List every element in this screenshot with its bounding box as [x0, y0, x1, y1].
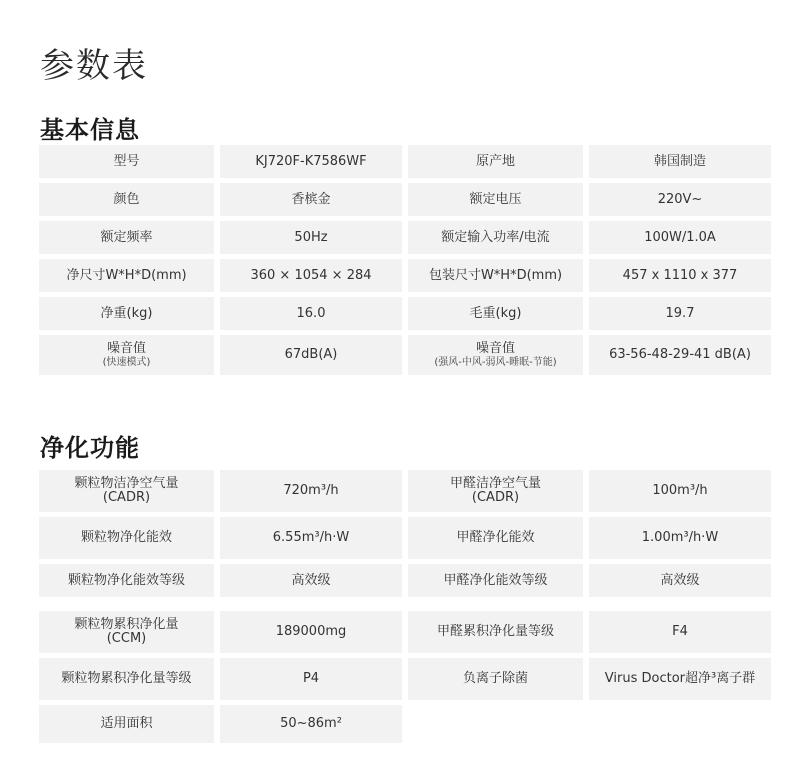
label-noise-fast: 噪音值 (快速模式)	[39, 335, 214, 375]
label-particle-ccm-grade: 颗粒物累积净化量等级	[39, 658, 214, 700]
value-formaldehyde-efficiency: 1.00m³/h·W	[589, 517, 771, 559]
value-noise-modes: 63-56-48-29-41 dB(A)	[589, 335, 771, 375]
label-anion-sterilization: 负离子除菌	[408, 658, 583, 700]
basic-info-table	[39, 145, 771, 368]
label-rated-power: 额定输入功率/电流	[408, 221, 583, 254]
page-title: 参数表	[40, 46, 148, 86]
value-particle-ccm: 189000mg	[220, 611, 402, 653]
value-gross-weight: 19.7	[589, 297, 771, 330]
value-model: KJ720F-K7586WF	[220, 145, 402, 178]
value-formaldehyde-ccm-grade: F4	[589, 611, 771, 653]
label-color: 颜色	[39, 183, 214, 216]
value-origin: 韩国制造	[589, 145, 771, 178]
value-net-size: 360 × 1054 × 284	[220, 259, 402, 292]
label-formaldehyde-cadr: 甲醛洁净空气量 (CADR)	[408, 470, 583, 512]
value-noise-fast: 67dB(A)	[220, 335, 402, 375]
value-rated-voltage: 220V~	[589, 183, 771, 216]
value-anion-sterilization: Virus Doctor超净³离子群	[589, 658, 771, 700]
label-particle-cadr: 颗粒物洁净空气量 (CADR)	[39, 470, 214, 512]
value-formaldehyde-cadr: 100m³/h	[589, 470, 771, 512]
value-particle-ccm-grade: P4	[220, 658, 402, 700]
value-applicable-area: 50~86m²	[220, 705, 402, 743]
label-rated-voltage: 额定电压	[408, 183, 583, 216]
label-particle-efficiency-grade: 颗粒物净化能效等级	[39, 564, 214, 597]
section-title-purify: 净化功能	[40, 434, 140, 462]
label-noise-modes: 噪音值 (强风-中风-弱风-睡眠-节能)	[408, 335, 583, 375]
empty-cell	[408, 705, 583, 747]
value-particle-cadr: 720m³/h	[220, 470, 402, 512]
label-rated-frequency: 额定频率	[39, 221, 214, 254]
label-applicable-area: 适用面积	[39, 705, 214, 743]
label-formaldehyde-efficiency: 甲醛净化能效	[408, 517, 583, 559]
value-rated-frequency: 50Hz	[220, 221, 402, 254]
value-color: 香槟金	[220, 183, 402, 216]
value-particle-efficiency: 6.55m³/h·W	[220, 517, 402, 559]
label-net-weight: 净重(kg)	[39, 297, 214, 330]
label-origin: 原产地	[408, 145, 583, 178]
value-particle-efficiency-grade: 高效级	[220, 564, 402, 597]
value-package-size: 457 x 1110 x 377	[589, 259, 771, 292]
label-model: 型号	[39, 145, 214, 178]
label-particle-efficiency: 颗粒物净化能效	[39, 517, 214, 559]
label-formaldehyde-ccm-grade: 甲醛累积净化量等级	[408, 611, 583, 653]
value-net-weight: 16.0	[220, 297, 402, 330]
label-net-size: 净尺寸W*H*D(mm)	[39, 259, 214, 292]
empty-cell	[589, 705, 771, 747]
value-formaldehyde-efficiency-grade: 高效级	[589, 564, 771, 597]
label-formaldehyde-efficiency-grade: 甲醛净化能效等级	[408, 564, 583, 597]
label-package-size: 包装尺寸W*H*D(mm)	[408, 259, 583, 292]
value-rated-power: 100W/1.0A	[589, 221, 771, 254]
label-gross-weight: 毛重(kg)	[408, 297, 583, 330]
label-particle-ccm: 颗粒物累积净化量 (CCM)	[39, 611, 214, 653]
purify-table	[39, 470, 771, 747]
section-title-basic: 基本信息	[40, 116, 140, 144]
